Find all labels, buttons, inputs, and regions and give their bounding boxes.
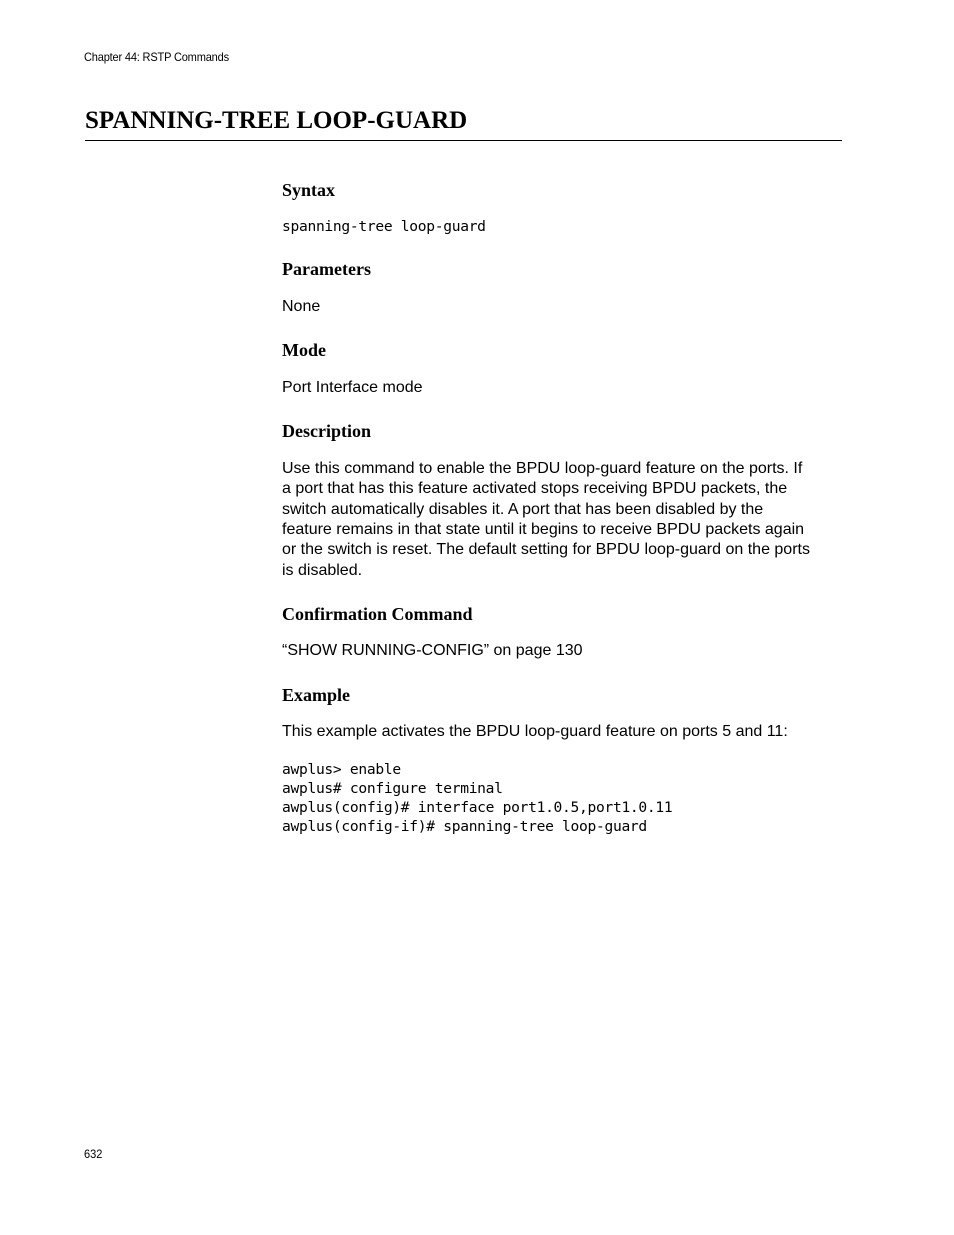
parameters-text: None	[282, 298, 321, 315]
example-code-line: awplus(config-if)# spanning-tree loop-guard	[282, 818, 647, 835]
example-code-line: awplus# configure terminal	[282, 780, 503, 797]
mode-heading: Mode	[282, 340, 326, 360]
mode-text: Port Interface mode	[282, 379, 423, 396]
syntax-code: spanning-tree loop-guard	[282, 218, 486, 235]
page-number: 632	[84, 1147, 103, 1161]
title-rule	[85, 140, 842, 141]
example-code-line: awplus> enable	[282, 761, 401, 778]
description-line: switch automatically disables it. A port that has been disabled by the	[282, 500, 764, 518]
description-line: or the switch is reset. The default setting for BPDU loop-guard on the ports	[282, 541, 810, 559]
example-heading: Example	[282, 685, 351, 705]
description-line: a port that has this feature activated stops receiving BPDU packets, the	[282, 480, 788, 498]
description-line: feature remains in that state until it begins to receive BPDU packets again	[282, 520, 805, 538]
page-title: SPANNING-TREE LOOP-GUARD	[85, 107, 468, 134]
parameters-heading: Parameters	[282, 259, 371, 279]
example-text: This example activates the BPDU loop-guard feature on ports 5 and 11:	[282, 723, 788, 740]
description-line: is disabled.	[282, 561, 363, 579]
description-heading: Description	[282, 421, 371, 441]
example-code-line: awplus(config)# interface port1.0.5,port1.0.11	[282, 799, 673, 816]
confirmation-heading: Confirmation Command	[282, 604, 473, 624]
syntax-heading: Syntax	[282, 180, 336, 200]
running-header: Chapter 44: RSTP Commands	[84, 50, 229, 64]
confirmation-link[interactable]: “SHOW RUNNING-CONFIG” on page 130	[282, 642, 583, 659]
description-line: Use this command to enable the BPDU loop-guard feature on the ports. If	[282, 460, 803, 477]
